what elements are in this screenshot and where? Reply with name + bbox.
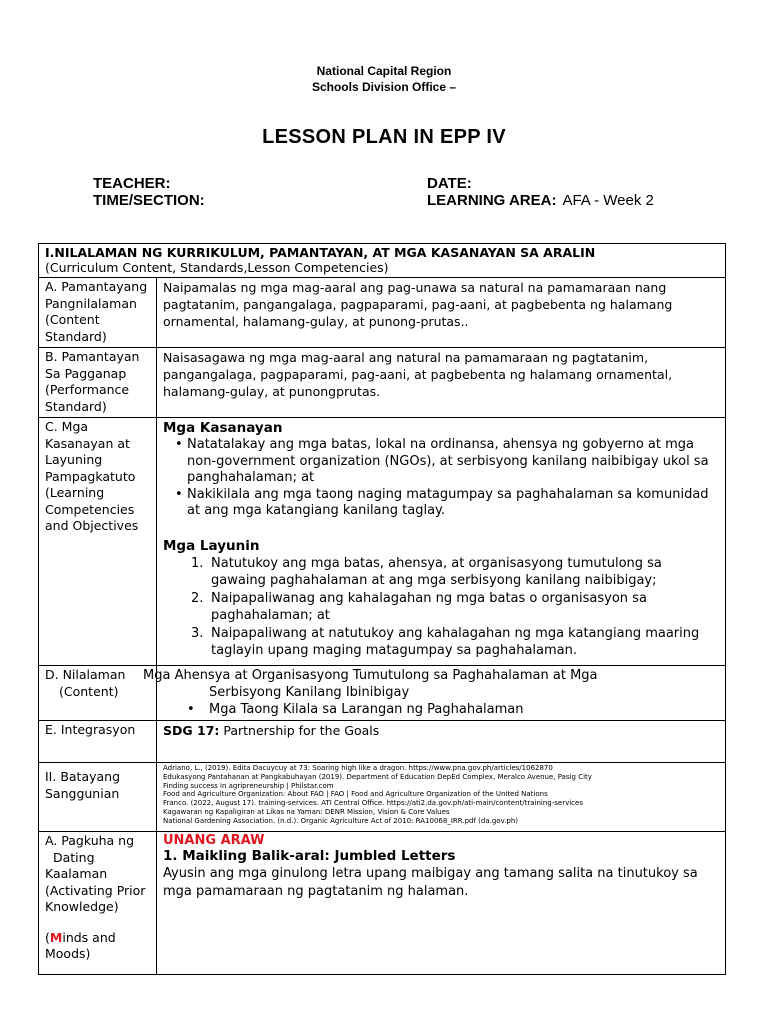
content-line: Mga Ahensya at Organisasyong Tumutulong sa Paghahalaman at Mga: [143, 668, 598, 683]
mm-line2: Moods): [45, 946, 91, 961]
content-label: [39, 666, 157, 721]
mm-initial: M: [49, 929, 63, 945]
layunin-item-text: Naipapaliwanag ang kahalagahan ng mga batas o organisasyon sa paghahalaman; at: [211, 590, 647, 623]
time-section-label: TIME/SECTION:: [93, 192, 205, 209]
date-label: DATE:: [427, 175, 472, 192]
reference-item: Food and Agriculture Organization: About FAO | FAO | Food and Agriculture Organization of the United Nations: [163, 790, 548, 799]
references-row: [39, 763, 726, 832]
item-number: 3.: [191, 625, 204, 641]
label-line: (Performance: [45, 382, 130, 397]
content-text: [143, 666, 726, 721]
learning-area-label: LEARNING AREA:: [427, 192, 557, 209]
prior-knowledge-label: [39, 832, 157, 975]
competencies-content: [157, 418, 726, 666]
mm-open: (: [45, 929, 50, 945]
label-line: Knowledge): [45, 899, 119, 914]
learning-area-value: AFA - Week 2: [562, 192, 654, 209]
competencies-label: [39, 418, 157, 666]
reference-item: Kagawaran ng Kapaligiran at Likas na Yaman: DENR Mission, Vision & Core Values: [163, 807, 450, 816]
label-line: and Objectives: [45, 518, 139, 533]
reference-item: Edukasyong Pantahanan at Pangkabuhayan (2019). Department of Education DepEd Complex, Meralco Avenue, Pasig City: [163, 772, 592, 781]
label-line: B. Pamantayan: [45, 349, 140, 364]
prior-knowledge-row: [39, 832, 726, 975]
label-line: (Content): [59, 683, 119, 699]
label-line: Standard): [45, 398, 107, 414]
label-line: Competencies: [45, 501, 135, 517]
content-bullet: [163, 701, 719, 718]
content-line: Serbisyong Kanilang Ibinibigay: [209, 685, 410, 700]
layunin-item: [163, 590, 719, 625]
label-line: C. Mga: [45, 419, 89, 434]
label-line: (Activating Prior: [45, 882, 146, 898]
layunin-item-text: Natutukoy ang mga batas, ahensya, at organisasyong tumutulong sa gawaing paghahalaman at ang mga serbisyong kanilang naibibigay;: [211, 555, 662, 588]
office-heading: Schools Division Office –: [311, 80, 457, 94]
performance-standard-row: [39, 348, 726, 418]
layunin-item: [163, 555, 719, 590]
performance-standard-label: [39, 348, 157, 418]
reference-item: Franco. (2022, August 17). training-services. ATI Central Office. https://ati2.da.gov.ph/ati-main/content/training-services: [163, 799, 583, 808]
performance-standard-text: Naisasagawa ng mga mag-aaral ang natural na pamamaraan ng pagtatanim, pangangalaga, pagpaparami, pag-aani, at pagbebenta ng halamang ornamental, halamang-gulay, at punongprutas.: [157, 348, 726, 418]
layunin-item: [163, 625, 719, 660]
integration-text: [157, 721, 726, 763]
label-line: A. Pagkuha ng: [45, 833, 135, 848]
label-line: A. Pamantayang: [45, 279, 148, 294]
layunin-item-text: Naipapaliwang at natutukoy ang kahalagahan ng mga katangiang maaring taglayin upang maging matagumpay sa paghahalaman.: [211, 625, 700, 658]
section-heading: I.NILALAMAN NG KURRIKULUM, PAMANTAYAN, AT MGA KASANAYAN SA ARALIN: [45, 245, 596, 260]
prior-knowledge-content: [157, 832, 726, 975]
section-heading-row: [39, 244, 726, 278]
page-title: LESSON PLAN IN EPP IV: [262, 126, 506, 148]
item-number: 2.: [191, 590, 204, 606]
sdg-label: SDG 17:: [163, 723, 220, 738]
kasanayan-item-text: Natatalakay ang mga batas, lokal na ordinansa, ahensya ng gobyerno at mga non-government organization (NGOs), at serbisyong kanilang naibibigay ukol sa panghahalaman; at: [187, 437, 709, 485]
content-standard-row: [39, 278, 726, 348]
kasanayan-item: [163, 487, 719, 520]
references-list: [157, 763, 726, 832]
reference-item: Finding success in agripreneurship | Philstar.com: [163, 781, 334, 790]
label-line: Dating: [53, 849, 95, 865]
label-line: D. Nilalaman: [45, 667, 126, 682]
content-standard-text: Naipamalas ng mga mag-aaral ang pag-unawa sa natural na pamamaraan nang pagtatanim, pangangalaga, pagpaparami, pag-aani, at pagbebenta ng halamang ornamental, halamang-gulay, at punong-prutas..: [157, 278, 726, 348]
reference-item: Adriano, L., (2019). Edita Dacuycuy at 73: Soaring high like a dragon. https://www.pna.gov.ph/articles/1062870: [163, 764, 553, 772]
competencies-row: [39, 418, 726, 666]
label-line: (Learning: [45, 485, 105, 500]
integration-row: [39, 721, 726, 763]
label-line: Pampagkatuto: [45, 468, 136, 484]
integration-label: E. Integrasyon: [39, 721, 157, 763]
label-line: Sanggunian: [45, 785, 120, 801]
lesson-plan-table: [38, 243, 726, 975]
label-line: Pangnilalaman: [45, 295, 137, 311]
section-subheading: (Curriculum Content, Standards,Lesson Competencies): [45, 260, 389, 275]
label-line: Kaalaman: [45, 866, 108, 881]
kasanayan-heading: Mga Kasanayan: [163, 420, 283, 436]
reference-item: National Gardening Association. (n.d.). Organic Agriculture Act of 2010: RA10068_IRR.pdf (da.gov.ph): [163, 816, 519, 825]
layunin-heading: Mga Layunin: [163, 537, 260, 554]
content-standard-label: [39, 278, 157, 348]
references-label: [39, 763, 157, 832]
bullet-icon: •: [175, 437, 183, 452]
kasanayan-item-text: Nakikilala ang mga taong naging matagumpay sa paghahalaman sa komunidad at ang mga katangiang kanilang taglay.: [187, 486, 709, 518]
label-line: Sa Pagganap: [45, 365, 127, 381]
content-bullet-text: Mga Taong Kilala sa Larangan ng Paghahalaman: [209, 702, 524, 717]
teacher-label: TEACHER:: [93, 175, 171, 192]
label-line: Layuning: [45, 452, 103, 467]
bullet-icon: •: [175, 486, 183, 502]
bullet-icon: •: [187, 702, 195, 717]
kasanayan-item: [163, 437, 719, 487]
sdg-text: Partnership for the Goals: [223, 723, 380, 738]
label-line: Standard): [45, 328, 107, 344]
mm-rest: inds and: [62, 929, 116, 945]
learning-area: [427, 192, 654, 209]
label-line: II. Batayang: [45, 769, 121, 784]
activity-heading: 1. Maikling Balik-aral: Jumbled Letters: [163, 848, 456, 864]
item-number: 1.: [191, 555, 204, 571]
minds-moods: [45, 930, 150, 947]
label-line: (Content: [45, 312, 100, 327]
label-line: Kasanayan at: [45, 435, 130, 451]
region-heading: National Capital Region: [316, 64, 452, 78]
day-label: UNANG ARAW: [163, 833, 265, 848]
activity-text: Ayusin ang mga ginulong letra upang maibigay ang tamang salita na tinutukoy sa mga pamamaraan ng pagtatanim ng halaman.: [163, 866, 698, 899]
content-row: [39, 666, 726, 721]
